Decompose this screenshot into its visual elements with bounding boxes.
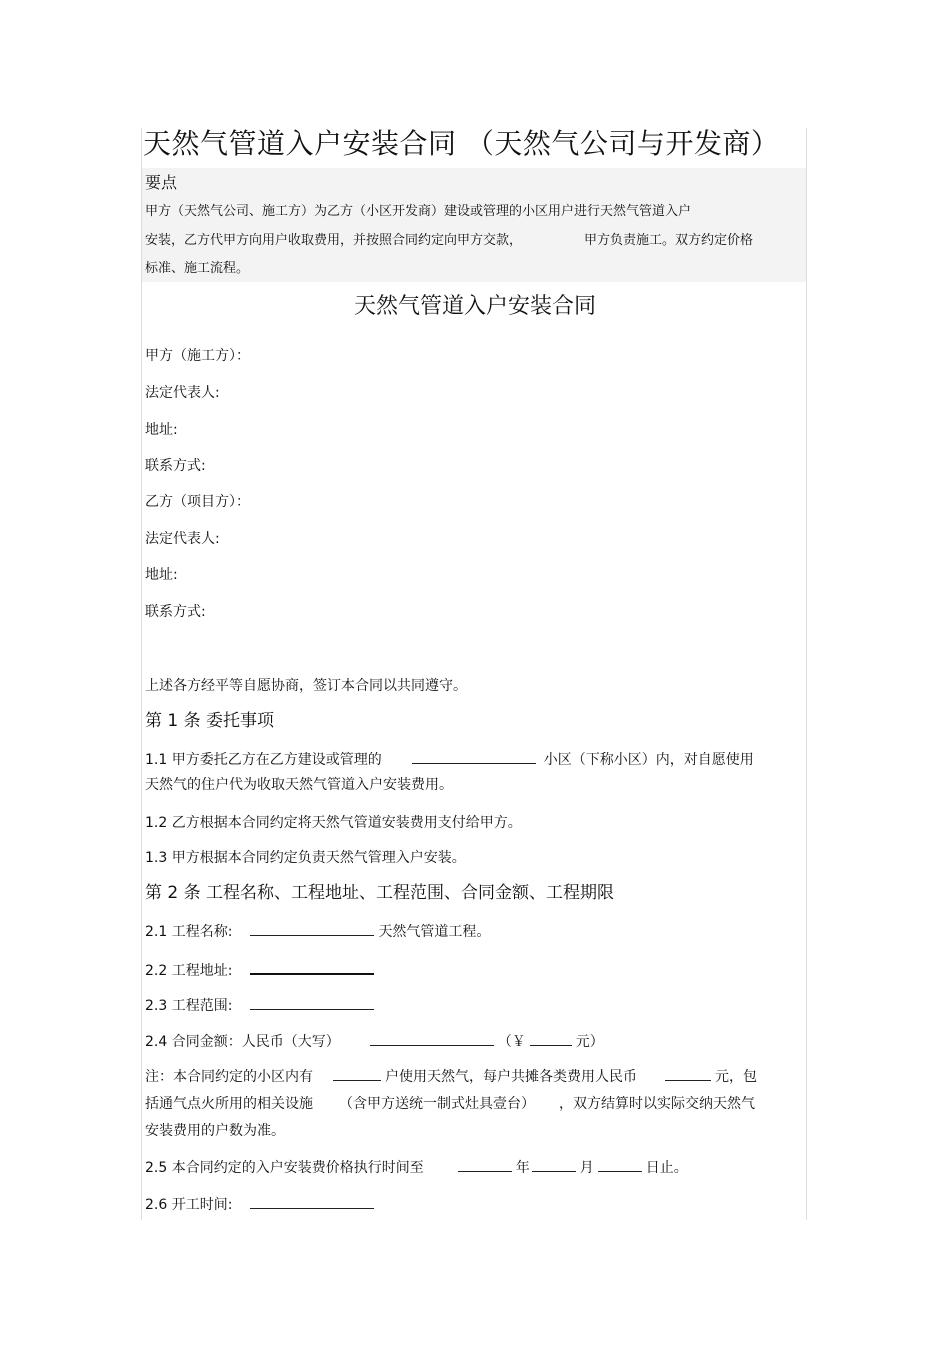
clause-text: 2.6 开工时间: <box>145 1197 233 1213</box>
summary-text: 安装，乙方代甲方向用户收取费用，并按照合同约定向甲方交款， <box>145 233 523 248</box>
summary-heading: 要点 <box>145 173 178 192</box>
clause-2-5 <box>145 1157 688 1178</box>
summary-line: 标准、施工流程。 <box>145 261 250 276</box>
project-name-blank <box>250 921 374 936</box>
party-a-address-label: 地址: <box>145 422 178 438</box>
note-text: 注：本合同约定的小区内有 <box>145 1069 313 1085</box>
preamble: 上述各方经平等自愿协商，签订本合同以共同遵守。 <box>145 678 467 694</box>
fee-per-household-blank <box>665 1066 711 1081</box>
main-title: 天然气管道入户安装合同 （天然气公司与开发商） <box>143 127 780 160</box>
clause-2-3 <box>145 995 378 1016</box>
clause-text: 小区（下称小区）内，对自愿使用 <box>543 752 754 768</box>
clause-text: 2.3 工程范围: <box>145 998 233 1014</box>
party-b-contact-label: 联系方式: <box>145 604 206 620</box>
community-name-blank <box>412 749 536 764</box>
note-text: （含甲方送统一制式灶具壹台） <box>339 1096 535 1112</box>
party-a-contact-label: 联系方式: <box>145 458 206 474</box>
clause-text: 2.4 合同金额：人民币（大写） <box>145 1034 340 1050</box>
note-text: 括通气点火所用的相关设施 <box>145 1096 313 1112</box>
clause-text: 2.1 工程名称: <box>145 924 233 940</box>
clause-text: 2.2 工程地址: <box>145 963 233 979</box>
summary-line <box>145 232 753 250</box>
article-2-heading: 第 2 条 工程名称、工程地址、工程范围、合同金额、工程期限 <box>145 883 615 903</box>
clause-1-1 <box>145 749 754 770</box>
party-b-address-label: 地址: <box>145 567 178 583</box>
day-blank <box>598 1157 642 1172</box>
project-address-blank <box>250 959 374 975</box>
party-a-rep-label: 法定代表人: <box>145 385 220 401</box>
clause-2-6 <box>145 1194 378 1215</box>
party-b-rep-label: 法定代表人: <box>145 531 220 547</box>
clause-text: 1.1 甲方委托乙方在乙方建设或管理的 <box>145 752 382 768</box>
clause-2-4 <box>145 1031 604 1052</box>
article-1-heading: 第 1 条 委托事项 <box>145 711 275 731</box>
party-b-label: 乙方（项目方）： <box>145 494 250 510</box>
clause-2-2 <box>145 959 378 981</box>
clause-1-1-cont: 天然气的住户代为收取天然气管道入户安装费用。 <box>145 777 453 793</box>
note-text: ，双方结算时以实际交纳天然气 <box>559 1096 755 1112</box>
clause-1-3: 1.3 甲方根据本合同约定负责天然气管理入户安装。 <box>145 850 466 866</box>
clause-2-1 <box>145 921 490 942</box>
clause-text: 天然气管道工程。 <box>378 924 491 940</box>
clause-text: 元） <box>575 1034 604 1050</box>
clause-text: 2.5 本合同约定的入户安装费价格执行时间至 <box>145 1160 424 1176</box>
clause-text: 日止。 <box>645 1160 688 1176</box>
contract-title: 天然气管道入户安装合同 <box>353 294 596 319</box>
amount-words-blank <box>370 1031 494 1046</box>
note-line <box>145 1066 757 1087</box>
clause-text: （￥ <box>497 1034 526 1050</box>
note-text: 户使用天然气，每户共摊各类费用人民币 <box>385 1069 637 1085</box>
party-a-label: 甲方（施工方）： <box>145 348 250 364</box>
clause-text: 年 <box>515 1160 530 1176</box>
clause-1-2: 1.2 乙方根据本合同约定将天然气管道安装费用支付给甲方。 <box>145 815 522 831</box>
summary-line: 甲方（天然气公司、施工方）为乙方（小区开发商）建设或管理的小区用户进行天然气管道入户 <box>145 204 692 219</box>
note-line <box>145 1094 755 1114</box>
note-line: 安装费用的户数为准。 <box>145 1123 285 1139</box>
clause-text: 月 <box>579 1160 594 1176</box>
year-blank <box>458 1157 512 1172</box>
start-date-blank <box>250 1194 374 1209</box>
households-blank <box>333 1066 381 1081</box>
amount-figures-blank <box>530 1031 572 1046</box>
summary-text: 甲方负责施工。双方约定价格 <box>584 233 754 248</box>
month-blank <box>532 1157 576 1172</box>
note-text: 元，包 <box>715 1069 757 1085</box>
project-scope-blank <box>250 995 374 1010</box>
